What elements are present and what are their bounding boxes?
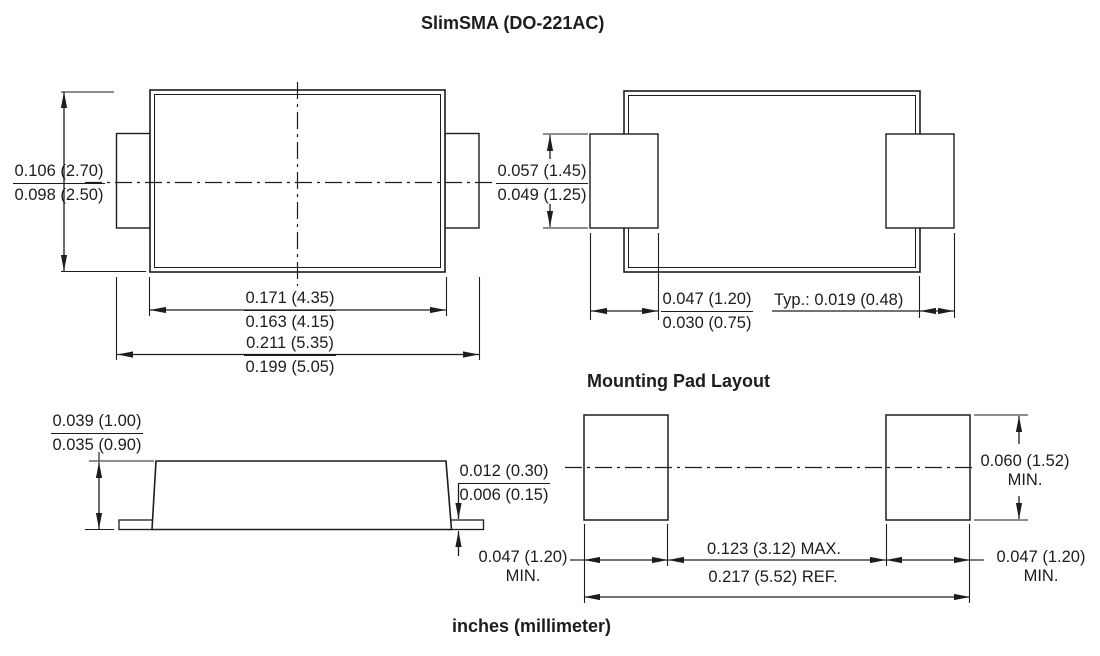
dim-max: 0.039 (1.00) [51,412,143,434]
dim-qualifier: MIN. [1023,567,1059,585]
dim-min: 0.098 (2.50) [14,186,104,204]
dim-qualifier: MIN. [505,567,541,585]
dim-label-overall-span: 0.217 (5.52) REF. [708,568,838,586]
side-view [85,452,484,556]
dim-min: 0.006 (0.15) [459,486,549,504]
dim-min: 0.199 (5.05) [245,357,335,376]
top-view-right-terminal [445,134,479,229]
dim-label-terminal-width [496,162,588,205]
dim-qualifier: MIN. [1007,471,1043,489]
dim-value: 0.060 (1.52) [980,452,1070,470]
dim-label-terminal-overhang: Typ.: 0.019 (0.48) [774,291,904,309]
dim-min: 0.035 (0.90) [52,436,142,454]
dim-label-terminal-length [661,290,753,333]
dim-max: 0.047 (1.20) [661,290,753,312]
dim-max: 0.057 (1.45) [496,162,588,184]
side-view-left-lead [119,520,153,530]
dim-value: 0.047 (1.20) [996,548,1086,566]
dim-min: 0.163 (4.15) [245,313,335,331]
page-title: SlimSMA (DO-221AC) [421,13,605,33]
dim-min: 0.049 (1.25) [497,186,587,204]
dim-label-left-pad-width [473,548,573,586]
dim-max: 0.012 (0.30) [458,462,550,484]
dim-label-lead-thickness [458,462,550,505]
bottom-view-body-outer [624,91,920,272]
dim-min: 0.030 (0.75) [662,314,752,332]
dim-value: 0.047 (1.20) [478,548,568,566]
dim-label-top-overall-width [244,334,336,377]
top-view-left-terminal [117,134,151,229]
dim-label-side-height [51,412,143,455]
units-note: inches (millimeter) [452,616,612,636]
bottom-view-right-terminal [886,134,954,228]
mounting-pad-title: Mounting Pad Layout [587,371,770,391]
bottom-view [543,91,955,320]
dim-label-top-body-height [13,162,105,205]
dim-label-pad-height [975,452,1075,490]
dim-max: 0.171 (4.35) [244,289,336,311]
dim-max: 0.106 (2.70) [13,162,105,184]
dim-label-top-body-width [244,289,336,332]
dim-max: 0.211 (5.35) [244,334,336,356]
bottom-view-left-terminal [590,134,658,228]
dim-label-right-pad-width [991,548,1091,586]
dim-label-pad-gap: 0.123 (3.12) MAX. [707,540,841,558]
side-view-right-lead [449,520,484,530]
side-view-body [152,461,452,530]
